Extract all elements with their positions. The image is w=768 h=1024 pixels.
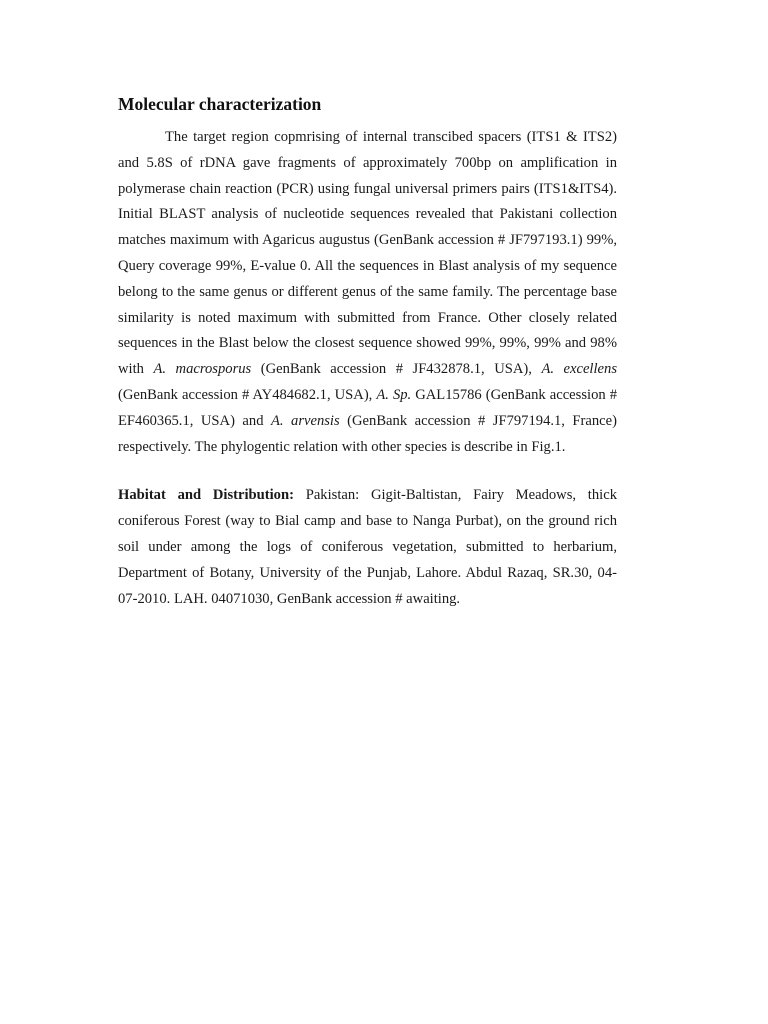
species-name: A. arvensis xyxy=(270,412,340,429)
paragraph-text: (GenBank accession # AY484682.1, USA), xyxy=(118,386,377,403)
document-page xyxy=(118,92,617,612)
species-name: A. Sp. xyxy=(376,386,412,403)
habitat-paragraph xyxy=(118,483,617,612)
species-name: A. macrosporus xyxy=(153,361,252,378)
species-name: A. excellens xyxy=(541,361,617,378)
paragraph-text: (GenBank accession # JF797194.1, France) respectively. The phylogentic relation with other species is describe in Fig.1. xyxy=(118,412,617,455)
habitat-label: Habitat and Distribution: xyxy=(118,487,294,504)
habitat-text: Pakistan: Gigit-Baltistan, Fairy Meadows, thick coniferous Forest (way to Bial camp and base to Nanga Purbat), on the ground rich soil under among the logs of coniferous vegetation, submitted to herbarium, Department of Botany, University of the Punjab, Lahore. Abdul Razaq, SR.30, 04-07-2010. LAH. 04071030, GenBank accession # awaiting. xyxy=(118,487,617,607)
paragraph-text: The target region copmrising of internal transcibed spacers (ITS1 & ITS2) and 5.8S of rDNA gave fragments of approximately 700bp on amplification in polymerase chain reaction (PCR) using fungal universal primers pairs (ITS1&ITS4). Initial BLAST analysis of nucleotide sequences revealed that Pakistani collection matches maximum with Agaricus augustus (GenBank accession # JF797193.1) 99%, Query coverage 99%, E-value 0. All the sequences in Blast analysis of my sequence belong to the same genus or different genus of the same family. The percentage base similarity is noted maximum with submitted from France. Other closely related sequences in the Blast below the closest sequence showed 99%, 99%, 99% and 98% with xyxy=(118,129,617,378)
paragraph-text: GAL15786 (GenBank accession # EF460365.1, USA) and xyxy=(118,386,617,429)
paragraph-spacer xyxy=(118,460,617,483)
molecular-paragraph xyxy=(118,125,617,460)
paragraph-text: (GenBank accession # JF432878.1, USA), xyxy=(251,361,542,378)
section-title: Molecular characterization xyxy=(118,94,322,114)
